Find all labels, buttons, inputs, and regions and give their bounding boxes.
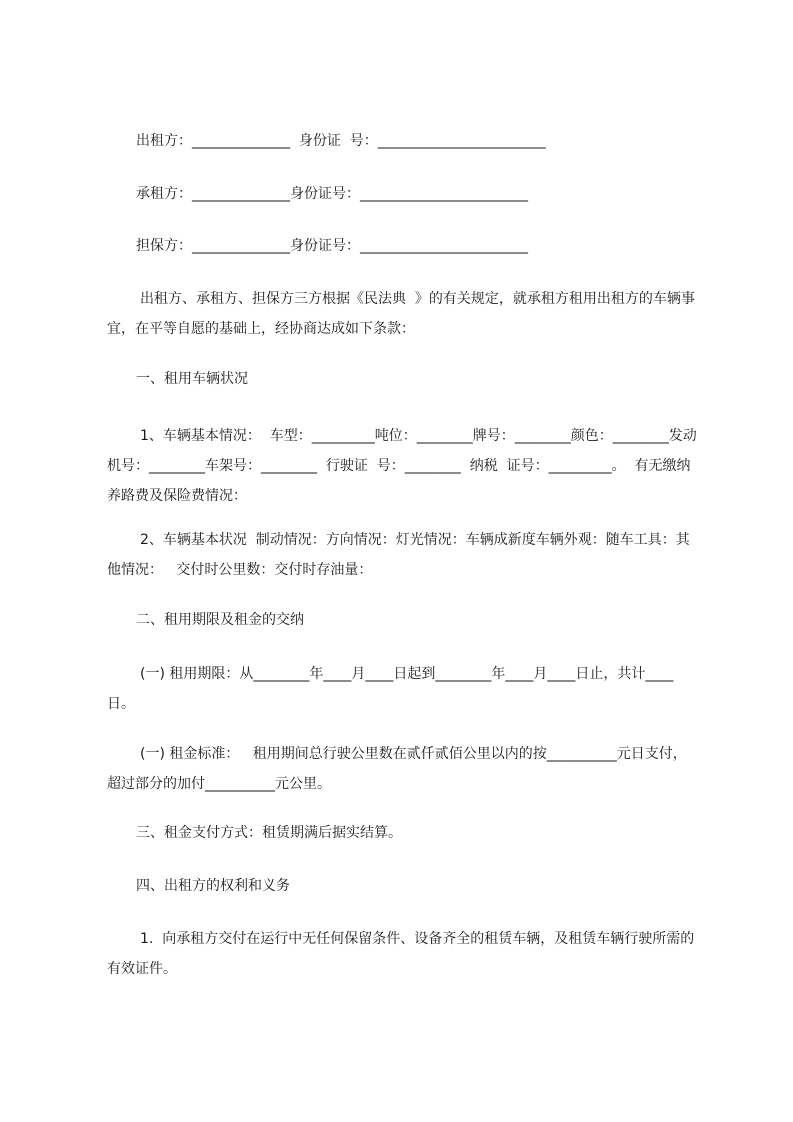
section-4-heading: 四、出租方的权利和义务 xyxy=(136,878,290,894)
vehicle-basic-info: 1、车辆基本情况： 车型：_________吨位：________牌号：________颜色：________发动机号：________车架号：________ 行驶证 号：________ 纳税 证号：_________。 有无缴纳养路费及保险费情况： xyxy=(107,428,697,504)
lessor-line: 出租方：______________ 身份证 号：________________________ xyxy=(136,133,546,149)
intro-paragraph: 出租方、承租方、担保方三方根据《民法典 》的有关规定，就承租方租用出租方的车辆事宜，在平等自愿的基础上，经协商达成如下条款： xyxy=(107,291,695,337)
section-1-heading: 一、租用车辆状况 xyxy=(136,371,248,387)
lessee-line: 承租方：______________身份证号：________________________ xyxy=(136,186,528,202)
rental-term: (一) 租用期限：从________年____月____日起到________年____月____日止，共计____日。 xyxy=(107,666,674,712)
vehicle-condition: 2、车辆基本状况 制动情况：方向情况：灯光情况：车辆成新度车辆外观：随车工具：其他情况： 交付时公里数：交付时存油量： xyxy=(107,532,690,578)
lessor-duty-1: 1. 向承租方交付在运行中无任何保留条件、设备齐全的租赁车辆，及租赁车辆行驶所需的有效证件。 xyxy=(107,931,695,977)
rent-standard: (一) 租金标准： 租用期间总行驶公里数在贰仟贰佰公里以内的按__________元日支付，超过部分的加付__________元公里。 xyxy=(107,746,687,792)
section-3-heading: 三、租金支付方式：租赁期满后据实结算。 xyxy=(136,825,402,841)
section-2-heading: 二、租用期限及租金的交纳 xyxy=(136,612,304,628)
guarantor-line: 担保方：______________身份证号：________________________ xyxy=(136,238,528,254)
